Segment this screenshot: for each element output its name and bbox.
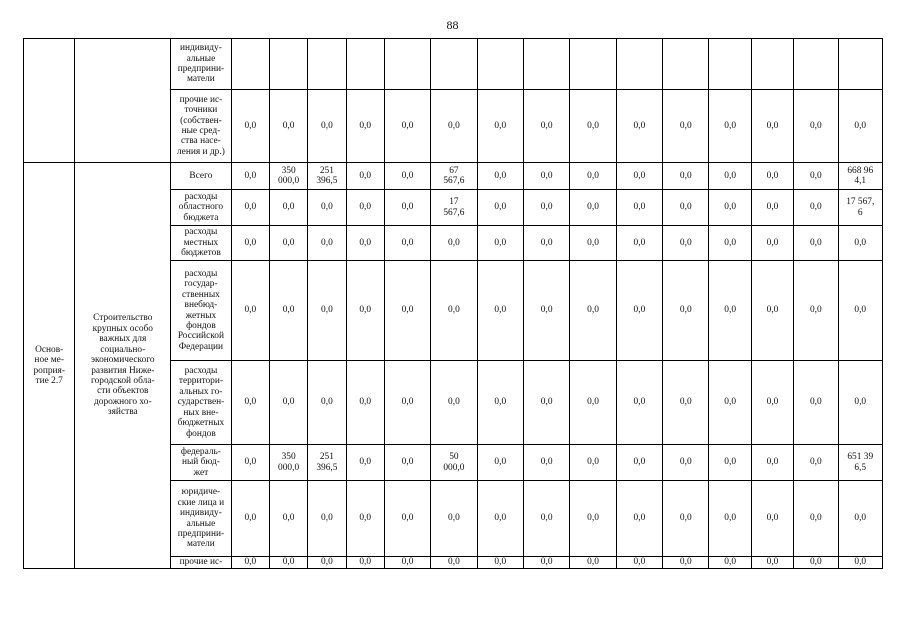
value-cell: 651 39 6,5 xyxy=(838,445,882,481)
value-cell: 0,0 xyxy=(269,190,307,226)
value-cell: 0,0 xyxy=(384,90,430,163)
value-cell: 0,0 xyxy=(431,557,477,569)
value-cell: 0,0 xyxy=(838,261,882,361)
value-cell: 17 567,6 xyxy=(431,190,477,226)
value-cell: 0,0 xyxy=(751,261,793,361)
value-cell: 0,0 xyxy=(269,557,307,569)
table-row xyxy=(24,39,883,90)
value-cell: 0,0 xyxy=(269,226,307,261)
value-cell: 0,0 xyxy=(431,481,477,557)
value-cell xyxy=(838,39,882,90)
measure-cell xyxy=(24,39,75,163)
value-cell: 668 96 4,1 xyxy=(838,163,882,190)
value-cell: 0,0 xyxy=(523,163,569,190)
value-cell: 0,0 xyxy=(751,557,793,569)
value-cell: 0,0 xyxy=(570,261,616,361)
value-cell: 0,0 xyxy=(751,361,793,445)
value-cell: 0,0 xyxy=(751,190,793,226)
value-cell: 0,0 xyxy=(523,481,569,557)
value-cell: 0,0 xyxy=(794,445,838,481)
value-cell: 0,0 xyxy=(477,190,523,226)
value-cell: 0,0 xyxy=(570,481,616,557)
value-cell: 0,0 xyxy=(269,261,307,361)
value-cell: 0,0 xyxy=(384,226,430,261)
value-cell xyxy=(231,39,269,90)
value-cell: 0,0 xyxy=(663,190,709,226)
value-cell: 0,0 xyxy=(346,557,384,569)
value-cell: 0,0 xyxy=(709,190,751,226)
value-cell: 0,0 xyxy=(346,261,384,361)
value-cell: 0,0 xyxy=(751,163,793,190)
value-cell: 0,0 xyxy=(346,226,384,261)
value-cell: 251 396,5 xyxy=(308,163,346,190)
funding-source-cell: прочие ис- точники (собствен- ные сред- ства насе- ления и др.) xyxy=(171,90,231,163)
value-cell: 0,0 xyxy=(346,190,384,226)
value-cell xyxy=(616,39,662,90)
value-cell: 0,0 xyxy=(308,557,346,569)
value-cell: 0,0 xyxy=(616,190,662,226)
value-cell: 0,0 xyxy=(794,190,838,226)
value-cell: 0,0 xyxy=(231,361,269,445)
value-cell: 0,0 xyxy=(663,163,709,190)
value-cell xyxy=(269,39,307,90)
value-cell: 0,0 xyxy=(384,190,430,226)
value-cell: 0,0 xyxy=(616,261,662,361)
value-cell: 0,0 xyxy=(616,557,662,569)
value-cell: 0,0 xyxy=(838,90,882,163)
value-cell: 0,0 xyxy=(663,445,709,481)
value-cell: 0,0 xyxy=(794,226,838,261)
value-cell: 0,0 xyxy=(794,90,838,163)
value-cell: 0,0 xyxy=(431,261,477,361)
value-cell xyxy=(570,39,616,90)
value-cell: 0,0 xyxy=(570,163,616,190)
measure-title-cell xyxy=(75,39,171,163)
value-cell: 0,0 xyxy=(794,261,838,361)
value-cell: 0,0 xyxy=(663,557,709,569)
value-cell: 0,0 xyxy=(616,163,662,190)
value-cell xyxy=(523,39,569,90)
value-cell: 0,0 xyxy=(838,557,882,569)
value-cell: 0,0 xyxy=(751,226,793,261)
value-cell: 0,0 xyxy=(570,445,616,481)
value-cell: 0,0 xyxy=(346,90,384,163)
value-cell: 0,0 xyxy=(794,481,838,557)
value-cell: 67 567,6 xyxy=(431,163,477,190)
value-cell: 0,0 xyxy=(431,226,477,261)
value-cell: 0,0 xyxy=(794,163,838,190)
value-cell: 0,0 xyxy=(308,261,346,361)
value-cell: 0,0 xyxy=(384,361,430,445)
value-cell: 0,0 xyxy=(663,90,709,163)
value-cell: 0,0 xyxy=(570,190,616,226)
value-cell: 0,0 xyxy=(431,90,477,163)
page-number: 88 xyxy=(446,18,459,32)
value-cell: 50 000,0 xyxy=(431,445,477,481)
value-cell: 0,0 xyxy=(308,90,346,163)
value-cell: 0,0 xyxy=(709,361,751,445)
value-cell: 0,0 xyxy=(384,261,430,361)
value-cell: 0,0 xyxy=(231,445,269,481)
value-cell: 0,0 xyxy=(477,481,523,557)
value-cell: 0,0 xyxy=(346,361,384,445)
value-cell xyxy=(346,39,384,90)
value-cell: 0,0 xyxy=(523,361,569,445)
value-cell: 0,0 xyxy=(477,445,523,481)
value-cell: 0,0 xyxy=(663,261,709,361)
value-cell xyxy=(663,39,709,90)
value-cell: 0,0 xyxy=(523,226,569,261)
value-cell: 0,0 xyxy=(308,361,346,445)
value-cell xyxy=(384,39,430,90)
value-cell: 0,0 xyxy=(751,481,793,557)
value-cell: 0,0 xyxy=(616,445,662,481)
value-cell: 0,0 xyxy=(616,481,662,557)
table-row xyxy=(24,163,883,190)
funding-source-cell: расходы местных бюджетов xyxy=(171,226,231,261)
value-cell: 0,0 xyxy=(709,261,751,361)
funding-source-cell: федераль- ный бюд- жет xyxy=(171,445,231,481)
value-cell: 0,0 xyxy=(231,190,269,226)
value-cell: 0,0 xyxy=(709,557,751,569)
value-cell: 0,0 xyxy=(838,226,882,261)
value-cell: 0,0 xyxy=(838,481,882,557)
budget-table xyxy=(23,38,883,569)
funding-source-cell: Всего xyxy=(171,163,231,190)
value-cell: 0,0 xyxy=(709,90,751,163)
value-cell: 0,0 xyxy=(346,481,384,557)
value-cell: 0,0 xyxy=(523,190,569,226)
value-cell: 0,0 xyxy=(794,557,838,569)
value-cell: 0,0 xyxy=(523,445,569,481)
value-cell: 0,0 xyxy=(308,190,346,226)
value-cell: 0,0 xyxy=(384,163,430,190)
value-cell: 0,0 xyxy=(616,226,662,261)
value-cell: 0,0 xyxy=(384,445,430,481)
value-cell: 350 000,0 xyxy=(269,445,307,481)
value-cell: 0,0 xyxy=(794,361,838,445)
value-cell: 0,0 xyxy=(269,481,307,557)
value-cell: 0,0 xyxy=(616,90,662,163)
funding-source-cell: расходы государ- ственных внебюд- жетных фондов Российской Федерации xyxy=(171,261,231,361)
value-cell: 251 396,5 xyxy=(308,445,346,481)
value-cell: 0,0 xyxy=(231,481,269,557)
value-cell: 0,0 xyxy=(346,163,384,190)
value-cell: 0,0 xyxy=(709,163,751,190)
value-cell: 0,0 xyxy=(709,226,751,261)
value-cell: 17 567, 6 xyxy=(838,190,882,226)
value-cell: 0,0 xyxy=(477,90,523,163)
value-cell: 0,0 xyxy=(570,90,616,163)
value-cell: 0,0 xyxy=(269,361,307,445)
value-cell xyxy=(709,39,751,90)
value-cell: 0,0 xyxy=(384,481,430,557)
value-cell: 0,0 xyxy=(308,481,346,557)
value-cell: 0,0 xyxy=(231,163,269,190)
value-cell: 0,0 xyxy=(346,445,384,481)
value-cell: 0,0 xyxy=(477,163,523,190)
funding-source-cell: расходы территори- альных го- сударствен- ных вне- бюджетных фондов xyxy=(171,361,231,445)
value-cell: 0,0 xyxy=(838,361,882,445)
main-measure-block xyxy=(24,163,883,569)
value-cell: 0,0 xyxy=(477,557,523,569)
funding-source-cell: расходы областного бюджета xyxy=(171,190,231,226)
value-cell: 350 000,0 xyxy=(269,163,307,190)
value-cell: 0,0 xyxy=(709,445,751,481)
value-cell xyxy=(794,39,838,90)
value-cell xyxy=(431,39,477,90)
value-cell: 0,0 xyxy=(269,90,307,163)
funding-source-cell: прочие ис- xyxy=(171,557,231,569)
value-cell xyxy=(308,39,346,90)
value-cell: 0,0 xyxy=(663,226,709,261)
value-cell: 0,0 xyxy=(751,445,793,481)
value-cell: 0,0 xyxy=(477,261,523,361)
value-cell: 0,0 xyxy=(570,361,616,445)
value-cell: 0,0 xyxy=(523,90,569,163)
value-cell: 0,0 xyxy=(231,226,269,261)
measure-label-cell: Основ- ное ме- роприя- тие 2.7 xyxy=(24,163,75,569)
value-cell: 0,0 xyxy=(663,361,709,445)
funding-source-cell: юридиче- ские лица и индивиду- альные предприни- матели xyxy=(171,481,231,557)
value-cell: 0,0 xyxy=(431,361,477,445)
funding-source-cell: индивиду- альные предприни- матели xyxy=(171,39,231,90)
value-cell: 0,0 xyxy=(663,481,709,557)
measure-title-cell: Строительство крупных особо важных для социально- экономического развития Ниже- городской обла- сти объектов дорожного хо- зяйства xyxy=(75,163,171,569)
value-cell: 0,0 xyxy=(709,481,751,557)
value-cell: 0,0 xyxy=(384,557,430,569)
value-cell: 0,0 xyxy=(570,226,616,261)
value-cell xyxy=(751,39,793,90)
value-cell: 0,0 xyxy=(523,557,569,569)
value-cell: 0,0 xyxy=(308,226,346,261)
value-cell: 0,0 xyxy=(231,557,269,569)
value-cell: 0,0 xyxy=(477,226,523,261)
value-cell: 0,0 xyxy=(523,261,569,361)
value-cell: 0,0 xyxy=(616,361,662,445)
value-cell: 0,0 xyxy=(751,90,793,163)
value-cell: 0,0 xyxy=(570,557,616,569)
value-cell: 0,0 xyxy=(231,261,269,361)
value-cell xyxy=(477,39,523,90)
value-cell: 0,0 xyxy=(231,90,269,163)
value-cell: 0,0 xyxy=(477,361,523,445)
previous-block xyxy=(24,39,883,163)
